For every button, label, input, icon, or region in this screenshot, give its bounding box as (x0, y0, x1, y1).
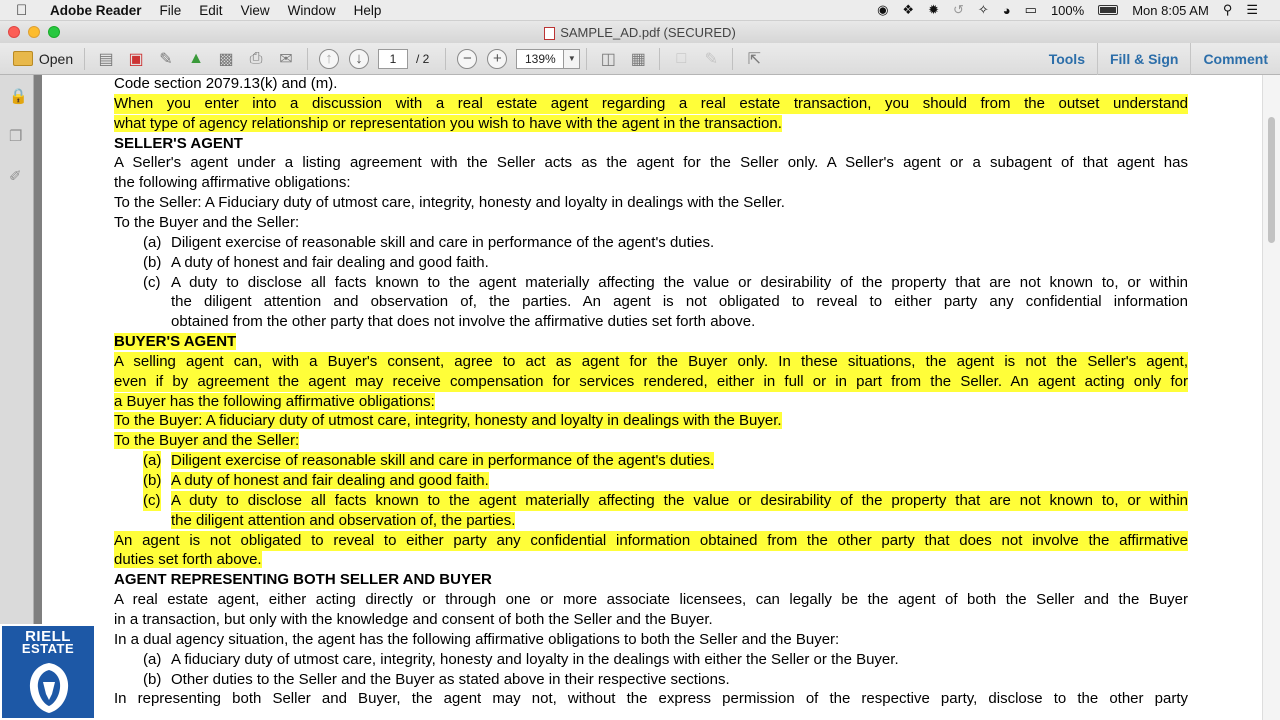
zoom-window-button[interactable] (48, 26, 60, 38)
expand-icon[interactable]: ⇱ (747, 50, 762, 68)
text-line-content: To the Buyer and the Seller: (114, 432, 300, 450)
zoom-level-input[interactable]: 139% (516, 49, 564, 69)
menu-file[interactable]: File (159, 2, 182, 18)
text-line (171, 253, 1188, 273)
text-line (114, 75, 1188, 94)
menu-help[interactable]: Help (353, 2, 382, 18)
toolbar-divider (445, 48, 446, 70)
text-line (114, 411, 1188, 431)
text-line-content: AGENT REPRESENTING BOTH SELLER AND BUYER (114, 571, 492, 589)
list-item-label: (c) (143, 491, 161, 509)
menu-edit[interactable]: Edit (199, 2, 223, 18)
text-line-content: Diligent exercise of reasonable skill and care in performance of the agent's duties. (171, 452, 715, 470)
text-line-content: To the Buyer and the Seller: (114, 213, 300, 231)
text-line (114, 352, 1188, 372)
status-area (877, 2, 1280, 18)
fill-sign-button[interactable]: Fill & Sign (1097, 43, 1190, 75)
print-icon[interactable]: ⎙ (249, 49, 263, 67)
text-line (114, 431, 1188, 451)
text-line (114, 153, 1188, 173)
list-item-label: (a) (143, 452, 162, 470)
text-line (114, 392, 1188, 412)
text-line (171, 511, 1188, 531)
window-title-bar (0, 21, 1280, 43)
text-line-content: duties set forth above. (114, 551, 262, 569)
task-pane-links (1037, 43, 1280, 75)
logo-line1: RIELL (25, 628, 71, 645)
page-number-input[interactable]: 1 (378, 49, 408, 69)
list-item-label: (b) (143, 253, 162, 271)
section-heading (114, 134, 1188, 154)
page-total: / 2 (416, 51, 430, 66)
close-window-button[interactable] (8, 26, 20, 38)
text-line-content: BUYER'S AGENT (114, 333, 237, 351)
tools-button[interactable]: Tools (1048, 50, 1085, 67)
text-line-content: A duty to disclose all facts known to the agent materially affecting the value or desirability of the property that are not known to, or within (171, 491, 1188, 509)
text-line (114, 173, 1188, 193)
toolbar-divider (307, 48, 308, 70)
app-status-icon[interactable]: ✹ (928, 2, 939, 17)
text-line (114, 213, 1188, 233)
toolbar-divider (84, 48, 85, 70)
text-line (171, 670, 1188, 690)
wifi-icon[interactable]: ◕ (1002, 2, 1011, 18)
text-line-content: the diligent attention and observation of, the parties. (171, 511, 516, 529)
previous-page-icon[interactable]: ↑ (319, 49, 339, 69)
app-menu[interactable]: Adobe Reader (50, 2, 142, 18)
brand-logo (0, 624, 96, 720)
section-heading (114, 570, 1188, 590)
page-thumbnails-icon[interactable]: ❐ (9, 128, 23, 145)
text-line (171, 312, 1188, 332)
text-line (171, 491, 1188, 511)
text-line-content: Other duties to the Seller and the Buyer as stated above in their respective sections. (171, 670, 730, 688)
pdf-file-icon (544, 27, 555, 40)
text-line (171, 273, 1188, 293)
text-line-content: A duty of honest and fair dealing and good faith. (171, 472, 489, 489)
text-line (114, 531, 1188, 551)
text-line-content: the following affirmative obligations: (114, 174, 351, 192)
text-line-content: obtained from the other party that does not involve the affirmative duties set forth above. (171, 313, 756, 331)
section-heading (114, 332, 1188, 352)
email-icon[interactable]: ✉ (279, 50, 293, 68)
text-line-content: An agent is not obligated to reveal to either party any confidential information obtained from the other party that does not involve the affirmative (114, 531, 1188, 549)
zoom-in-icon[interactable]: + (487, 49, 507, 69)
menu-view[interactable]: View (240, 2, 270, 18)
list-item-label: (b) (143, 670, 162, 688)
vertical-scrollbar[interactable] (1262, 75, 1280, 720)
lock-icon[interactable]: 🔒 (9, 88, 28, 105)
text-line (171, 451, 1188, 471)
text-line-content: When you enter into a discussion with a real estate agent regarding a real estate transaction, you should from the outset understand (114, 94, 1188, 112)
text-line-content: even if by agreement the agent may receive compensation for services rendered, either in full or in part from the Seller. An agent acting only for (114, 372, 1188, 390)
text-line-content: what type of agency relationship or representation you wish to have with the agent in the transaction. (114, 114, 782, 132)
dropbox-icon[interactable]: ❖ (902, 2, 915, 17)
text-line-content: In a dual agency situation, the agent has the following affirmative obligations to both the Seller and the Buyer: (114, 630, 840, 648)
list-item-label: (a) (143, 233, 162, 251)
edit-pdf-icon[interactable]: ✎ (159, 50, 173, 68)
text-line-content: A selling agent can, with a Buyer's consent, agree to act as agent for the Buyer only. In these situations, the agent is not the Seller's agent, (114, 352, 1188, 370)
highlight-icon[interactable]: ✎ (704, 50, 719, 68)
text-line (114, 193, 1188, 213)
text-line-content: To the Seller: A Fiduciary duty of utmost care, integrity, honesty and loyalty in dealings with the Seller. (114, 194, 785, 212)
open-button[interactable] (8, 47, 78, 71)
text-line-content: a Buyer has the following affirmative obligations: (114, 392, 435, 410)
text-line-content: A fiduciary duty of utmost care, integrity, honesty and loyalty in the dealings with either the Seller or the Buyer. (171, 650, 899, 668)
menu-bar (0, 0, 1280, 21)
document-page (42, 75, 1262, 720)
text-line-content: A duty to disclose all facts known to the agent materially affecting the value or desirability of the property that are not known to, or within (171, 273, 1188, 291)
zoom-out-icon[interactable]: − (457, 49, 477, 69)
spotlight-icon[interactable]: ⚲ (1222, 2, 1233, 17)
folder-icon (13, 51, 33, 66)
scrollbar-thumb[interactable] (1268, 117, 1275, 243)
recent-files-icon[interactable]: ▤ (98, 50, 114, 68)
save-icon[interactable]: ▩ (218, 50, 234, 68)
menu-window[interactable]: Window (287, 2, 336, 18)
minimize-window-button[interactable] (28, 26, 40, 38)
text-line-content: A duty of honest and fair dealing and good faith. (171, 253, 489, 271)
open-label: Open (38, 50, 74, 67)
text-line-content: A real estate agent, either acting directly or through one or more associate licensees, can legally be the agent of both the Seller and the Buyer (114, 591, 1188, 609)
window-title: SAMPLE_AD.pdf (SECURED) (560, 24, 736, 40)
upload-icon[interactable]: ▲ (188, 49, 204, 67)
logo-line2: ESTATE (21, 641, 75, 656)
time-machine-icon[interactable]: ↺ (952, 2, 964, 17)
text-line (114, 590, 1188, 610)
battery-percent: 100% (1050, 2, 1085, 18)
toolbar-divider (586, 48, 587, 70)
lion-icon (24, 660, 74, 716)
text-line-content: In representing both Seller and Buyer, the agent may not, without the express permission of the respective party, disclose to the other party (114, 690, 1188, 708)
comment-button[interactable]: Comment (1190, 43, 1280, 75)
next-page-icon[interactable]: ↓ (349, 49, 369, 69)
record-icon[interactable]: ◉ (877, 2, 889, 17)
apple-menu-icon[interactable] (16, 2, 38, 19)
text-line (114, 94, 1188, 114)
battery-icon[interactable] (1098, 5, 1118, 15)
text-line (171, 292, 1188, 312)
text-line (114, 550, 1188, 570)
toolbar-divider (732, 48, 733, 70)
toolbar-divider (659, 48, 660, 70)
text-line (171, 233, 1188, 253)
text-line (114, 689, 1188, 709)
create-pdf-icon[interactable]: ▣ (128, 50, 144, 68)
clock[interactable]: Mon 8:05 AM (1132, 2, 1209, 18)
airplay-icon[interactable]: ▭ (1024, 2, 1037, 17)
text-line (114, 610, 1188, 630)
notification-center-icon[interactable]: ☰ (1246, 2, 1258, 17)
attachments-icon[interactable]: ✐ (9, 168, 22, 185)
text-line-content: Code section 2079.13(k) and (m). (114, 75, 338, 92)
text-line (114, 114, 1188, 134)
toolbar (0, 43, 1280, 75)
text-line (171, 650, 1188, 670)
zoom-dropdown-icon[interactable]: ▼ (564, 49, 580, 69)
text-line-content: Diligent exercise of reasonable skill and care in performance of the agent's duties. (171, 233, 715, 251)
text-line-content: the diligent attention and observation of, the parties. An agent is not obligated to reveal to either party any confidential information (171, 293, 1188, 311)
text-line-content: SELLER'S AGENT (114, 134, 243, 152)
text-line-content: in a transaction, but only with the knowledge and consent of both the Seller and the Buyer. (114, 610, 713, 628)
network-icon[interactable]: ✧ (977, 2, 989, 17)
text-line (114, 372, 1188, 392)
fit-page-icon[interactable]: ◫ (600, 50, 616, 68)
list-item-label: (c) (143, 273, 161, 291)
text-line-content: A Seller's agent under a listing agreement with the Seller acts as the agent for the Seller only. A Seller's agent or a subagent of that agent has (114, 154, 1188, 172)
fit-width-icon[interactable]: ▦ (630, 50, 646, 68)
list-item-label: (a) (143, 650, 162, 668)
list-item-label: (b) (143, 472, 162, 489)
text-line (114, 630, 1188, 650)
text-line (171, 471, 1188, 491)
text-line-content: To the Buyer: A fiduciary duty of utmost care, integrity, honesty and loyalty in dealings with the Buyer. (114, 412, 782, 430)
comment-icon[interactable]: □ (676, 49, 687, 67)
